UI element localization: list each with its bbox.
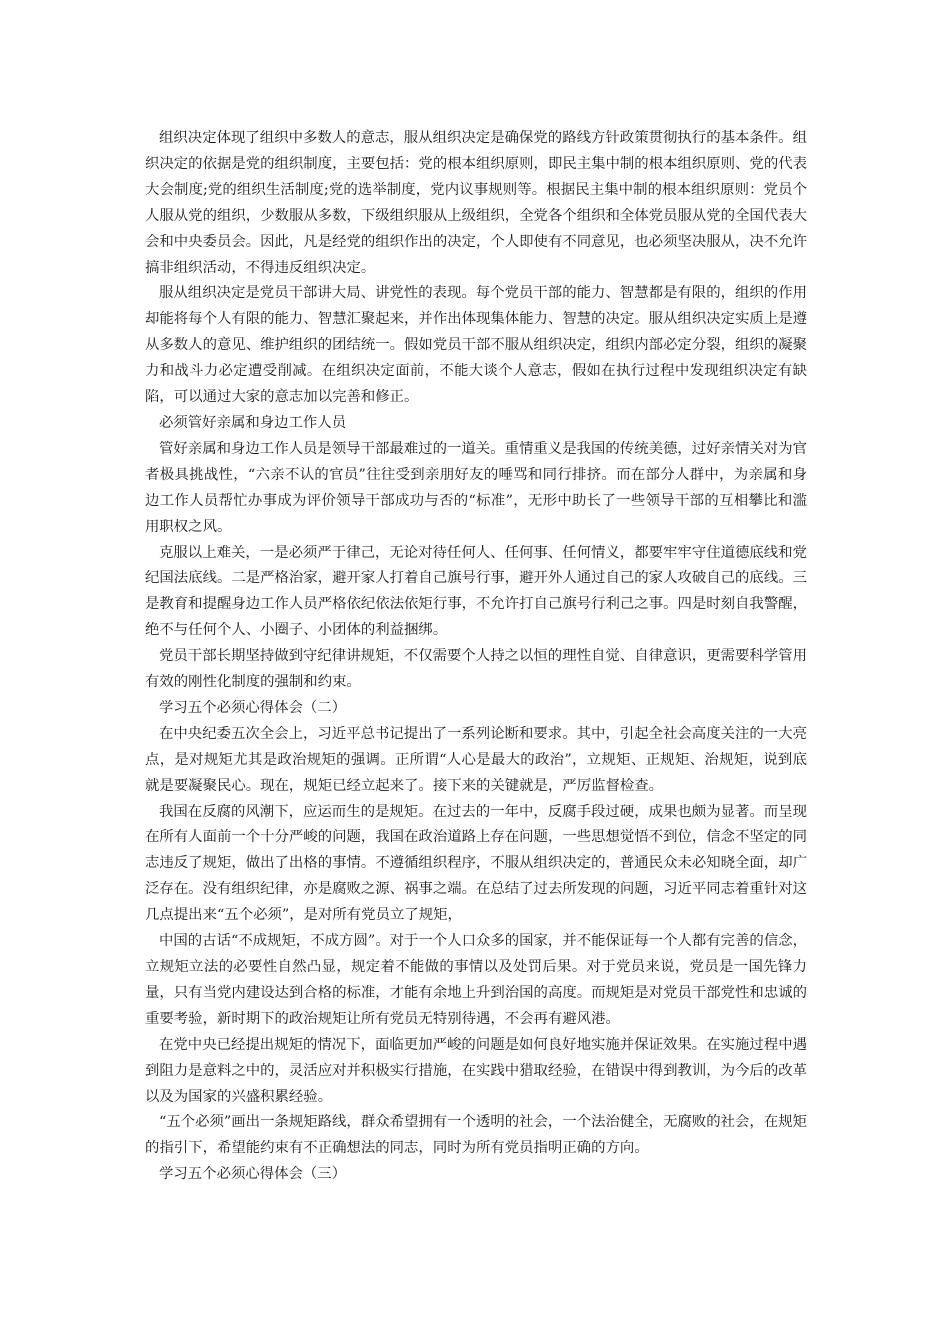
- section-heading-part-two: 学习五个必须心得体会（二）: [159, 699, 347, 716]
- paragraph-anti-corruption: 我国在反腐的风潮下，应运而生的是规矩。在过去的一年中，反腐手段过硬，成果也颇为显著。而呈现在所有人面前一个十分严峻的问题，我国在政治道路上存在问题，一些思想觉悟不到位，信念不坚定的同志违反了规矩，做出了出格的事情。不遵循组织程序，不服从组织决定的，普通民众未必知晓全面，却广泛存在。没有组织纪律，亦是腐败之源、祸事之端。在总结了过去所发现的问题，习近平同志着重针对这几点提出来“五个必须”，是对所有党员立了规矩，: [145, 803, 807, 924]
- paragraph-manage-relatives: 管好亲属和身边工作人员是领导干部最难过的一道关。重情重义是我国的传统美德，过好亲情关对为官者极具挑战性，“六亲不认的官员”往往受到亲朋好友的唾骂和同行排挤。而在部分人群中，为亲属和身边工作人员帮忙办事成为评价领导干部成功与否的“标准”，无形中助长了一些领导干部的互相攀比和滥用职权之风。: [145, 440, 807, 535]
- paragraph-obey-decision: 服从组织决定是党员干部讲大局、讲党性的表现。每个党员干部的能力、智慧都是有限的，组织的作用却能将每个人有限的能力、智慧汇聚起来，并作出体现集体能力、智慧的决定。服从组织决定实质上是遵从多数人的意见、维护组织的团结统一。假如党员干部不服从组织决定，组织内部必定分裂，组织的凝聚力和战斗力必定遭受削减。在组织决定面前，不能大谈个人意志，假如在执行过程中发现组织决定有缺陷，可以通过大家的意志加以完善和修正。: [145, 285, 807, 406]
- paragraph-implementation: 在党中央已经提出规矩的情况下，面临更加严峻的问题是如何良好地实施并保证效果。在实施过程中遇到阻力是意料之中的，灵活应对并积极实行措施，在实践中猎取经验，在错误中得到教训，为今后的改革以及为国家的兴盛积累经验。: [145, 1036, 807, 1105]
- paragraph-central-commission: 在中央纪委五次全会上，习近平总书记提出了一系列论断和要求。其中，引起全社会高度关注的一大亮点，是对规矩尤其是政治规矩的强调。正所谓“人心是最大的政治”，立规矩、正规矩、治规矩，说到底就是要凝聚民心。现在，规矩已经立起来了。接下来的关键就是，严厉监督检查。: [145, 725, 807, 794]
- document-body: [145, 126, 807, 1188]
- section-heading-part-three: 学习五个必须心得体会（三）: [159, 1166, 347, 1183]
- paragraph-org-decision-intro: 组织决定体现了组织中多数人的意志，服从组织决定是确保党的路线方针政策贯彻执行的基本条件。组织决定的依据是党的组织制度，主要包括：党的根本组织原则，即民主集中制的根本组织原则、党的代表大会制度;党的组织生活制度;党的选举制度，党内议事规则等。根据民主集中制的根本组织原则：党员个人服从党的组织，少数服从多数，下级组织服从上级组织，全党各个组织和全体党员服从党的全国代表大会和中央委员会。因此，凡是经党的组织作出的决定，个人即使有不同意见，也必须坚决服从，决不允许搞非组织活动，不得违反组织决定。: [145, 130, 807, 276]
- section-heading-relatives: 必须管好亲属和身边工作人员: [159, 414, 347, 431]
- paragraph-long-term-discipline: 党员干部长期坚持做到守纪律讲规矩，不仅需要个人持之以恒的理性自觉、自律意识，更需要科学管用有效的刚性化制度的强制和约束。: [145, 648, 807, 691]
- paragraph-rules-proverb: 中国的古话“不成规矩，不成方圆”。对于一个人口众多的国家，并不能保证每一个人都有完善的信念，立规矩立法的必要性自然凸显，规定着不能做的事情以及处罚后果。对于党员来说，党员是一国先锋力量，只有当党内建设达到合格的标准，才能有余地上升到治国的高度。而规矩是对党员干部党性和忠诚的重要考验，新时期下的政治规矩让所有党员无特别待遇，不会再有避风港。: [145, 933, 807, 1027]
- paragraph-five-musts: “五个必须”画出一条规矩路线，群众希望拥有一个透明的社会，一个法治健全，无腐败的社会，在规矩的指引下，希望能约束有不正确想法的同志，同时为所有党员指明正确的方向。: [145, 1114, 807, 1157]
- paragraph-overcome-difficulties: 克服以上难关，一是必须严于律己，无论对待任何人、任何事、任何情义，都要牢牢守住道德底线和党纪国法底线。二是严格治家，避开家人打着自己旗号行事，避开外人通过自己的家人攻破自己的底线。三是教育和提醒身边工作人员严格依纪依法依矩行事，不允许打自己旗号行利己之事。四是时刻自我警醒，绝不与任何个人、小圈子、小团体的利益捆绑。: [145, 544, 807, 639]
